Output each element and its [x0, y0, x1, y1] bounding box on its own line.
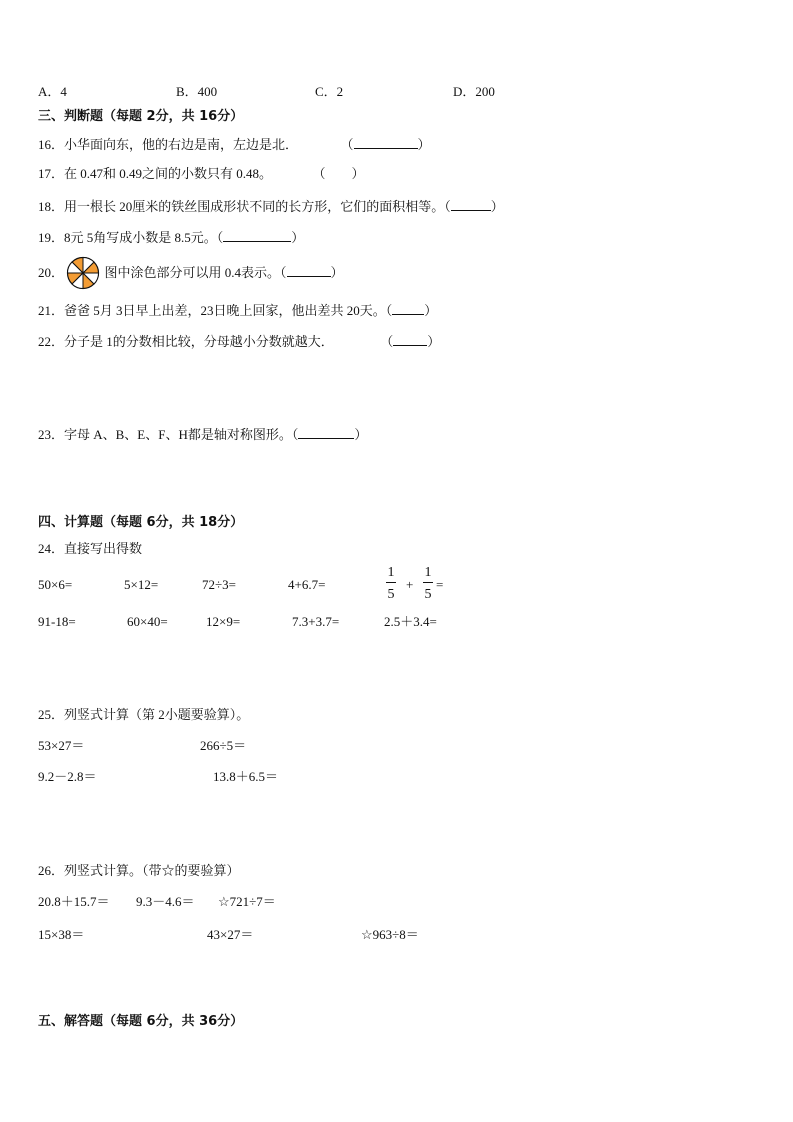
paren-close: ） — [490, 199, 504, 214]
calc-item: 53×27＝ — [38, 738, 85, 753]
calc-item: 12×9= — [206, 614, 241, 629]
question-16 — [38, 136, 431, 153]
question-17 — [38, 166, 365, 182]
paren-close: ） — [427, 334, 441, 349]
paren-close: ） — [354, 427, 368, 442]
answer-blank[interactable] — [223, 229, 291, 242]
answer-blank[interactable] — [298, 426, 354, 439]
section5-heading: 五、解答题（每题 6分，共 36分） — [38, 1014, 244, 1029]
calc-item: ☆963÷8＝ — [361, 927, 419, 942]
choice-b: B．400 — [176, 84, 218, 99]
paren-close: ） — [291, 230, 305, 245]
question-text: 19．8元 5角写成小数是 8.5元。（ — [38, 230, 224, 245]
calc-item: 13.8＋6.5＝ — [213, 769, 279, 784]
calc-item: 50×6= — [38, 577, 73, 592]
question-text: 16．小华面向东，他的右边是南，左边是北． — [38, 137, 299, 152]
choice-d: D．200 — [453, 84, 495, 99]
calc-item: 91-18= — [38, 614, 76, 629]
question-text: 图中涂色部分可以用 0.4表示。（ — [104, 265, 287, 280]
paren-close: ） — [424, 303, 438, 318]
question-number: 20． — [38, 265, 65, 280]
fraction-denominator: 5 — [424, 587, 432, 602]
answer-blank[interactable] — [392, 302, 424, 315]
question-23 — [38, 426, 367, 443]
calc-item: 9.2－2.8＝ — [38, 769, 97, 784]
calc-item: 20.8＋15.7＝ — [38, 894, 110, 909]
shaded-circle-figure — [66, 256, 100, 290]
calc-item: 43×27＝ — [207, 927, 254, 942]
calc-item: 7.3+3.7= — [292, 614, 340, 629]
fraction-numerator: 1 — [387, 565, 395, 580]
answer-paren[interactable]: （ ） — [312, 166, 365, 181]
calc-item: 266÷5＝ — [200, 738, 247, 753]
question-22 — [38, 333, 440, 350]
equals-sign: = — [436, 577, 444, 592]
answer-blank[interactable] — [393, 333, 427, 346]
choice-a: A．4 — [38, 84, 67, 99]
calc-item: 9.3－4.6＝ — [136, 894, 195, 909]
fraction-bar — [423, 582, 433, 583]
question-text: 22．分子是 1的分数相比较，分母越小分数就越大． — [38, 334, 334, 349]
fraction-denominator: 5 — [387, 587, 395, 602]
paren-open: （ — [380, 334, 394, 349]
question-24-title: 24．直接写出得数 — [38, 541, 143, 556]
question-text: 23．字母 A、B、E、F、H都是轴对称图形。（ — [38, 427, 299, 442]
calc-item: 5×12= — [124, 577, 159, 592]
paren-open: （ — [340, 137, 354, 152]
question-21 — [38, 302, 437, 319]
question-text: 18．用一根长 20厘米的铁丝围成形状不同的长方形，它们的面积相等。（ — [38, 199, 451, 214]
calc-item: ☆721÷7＝ — [218, 894, 276, 909]
question-text: 21．爸爸 5月 3日早上出差，23日晚上回家，他出差共 20天。（ — [38, 303, 393, 318]
fraction-numerator: 1 — [424, 565, 432, 580]
question-25-title: 25．列竖式计算（第 2小题要验算）。 — [38, 707, 250, 722]
calc-item: 72÷3= — [202, 577, 236, 592]
choice-c: C．2 — [315, 84, 344, 99]
paren-close: ） — [330, 265, 344, 280]
answer-blank[interactable] — [354, 136, 418, 149]
plus-sign: + — [406, 577, 414, 592]
calc-item: 2.5＋3.4= — [384, 614, 437, 629]
section4-heading: 四、计算题（每题 6分，共 18分） — [38, 515, 244, 530]
question-26-title: 26．列竖式计算。（带☆的要验算） — [38, 863, 240, 878]
calc-item: 15×38＝ — [38, 927, 85, 942]
paren-close: ） — [417, 137, 431, 152]
calc-item: 60×40= — [127, 614, 168, 629]
fraction-bar — [386, 582, 396, 583]
question-text: 17．在 0.47和 0.49之间的小数只有 0.48。 — [38, 166, 273, 181]
calc-item: 4+6.7= — [288, 577, 326, 592]
question-18 — [38, 198, 504, 215]
section3-heading: 三、判断题（每题 2分，共 16分） — [38, 109, 244, 124]
question-19 — [38, 229, 304, 246]
answer-blank[interactable] — [451, 198, 491, 211]
answer-blank[interactable] — [287, 264, 331, 277]
